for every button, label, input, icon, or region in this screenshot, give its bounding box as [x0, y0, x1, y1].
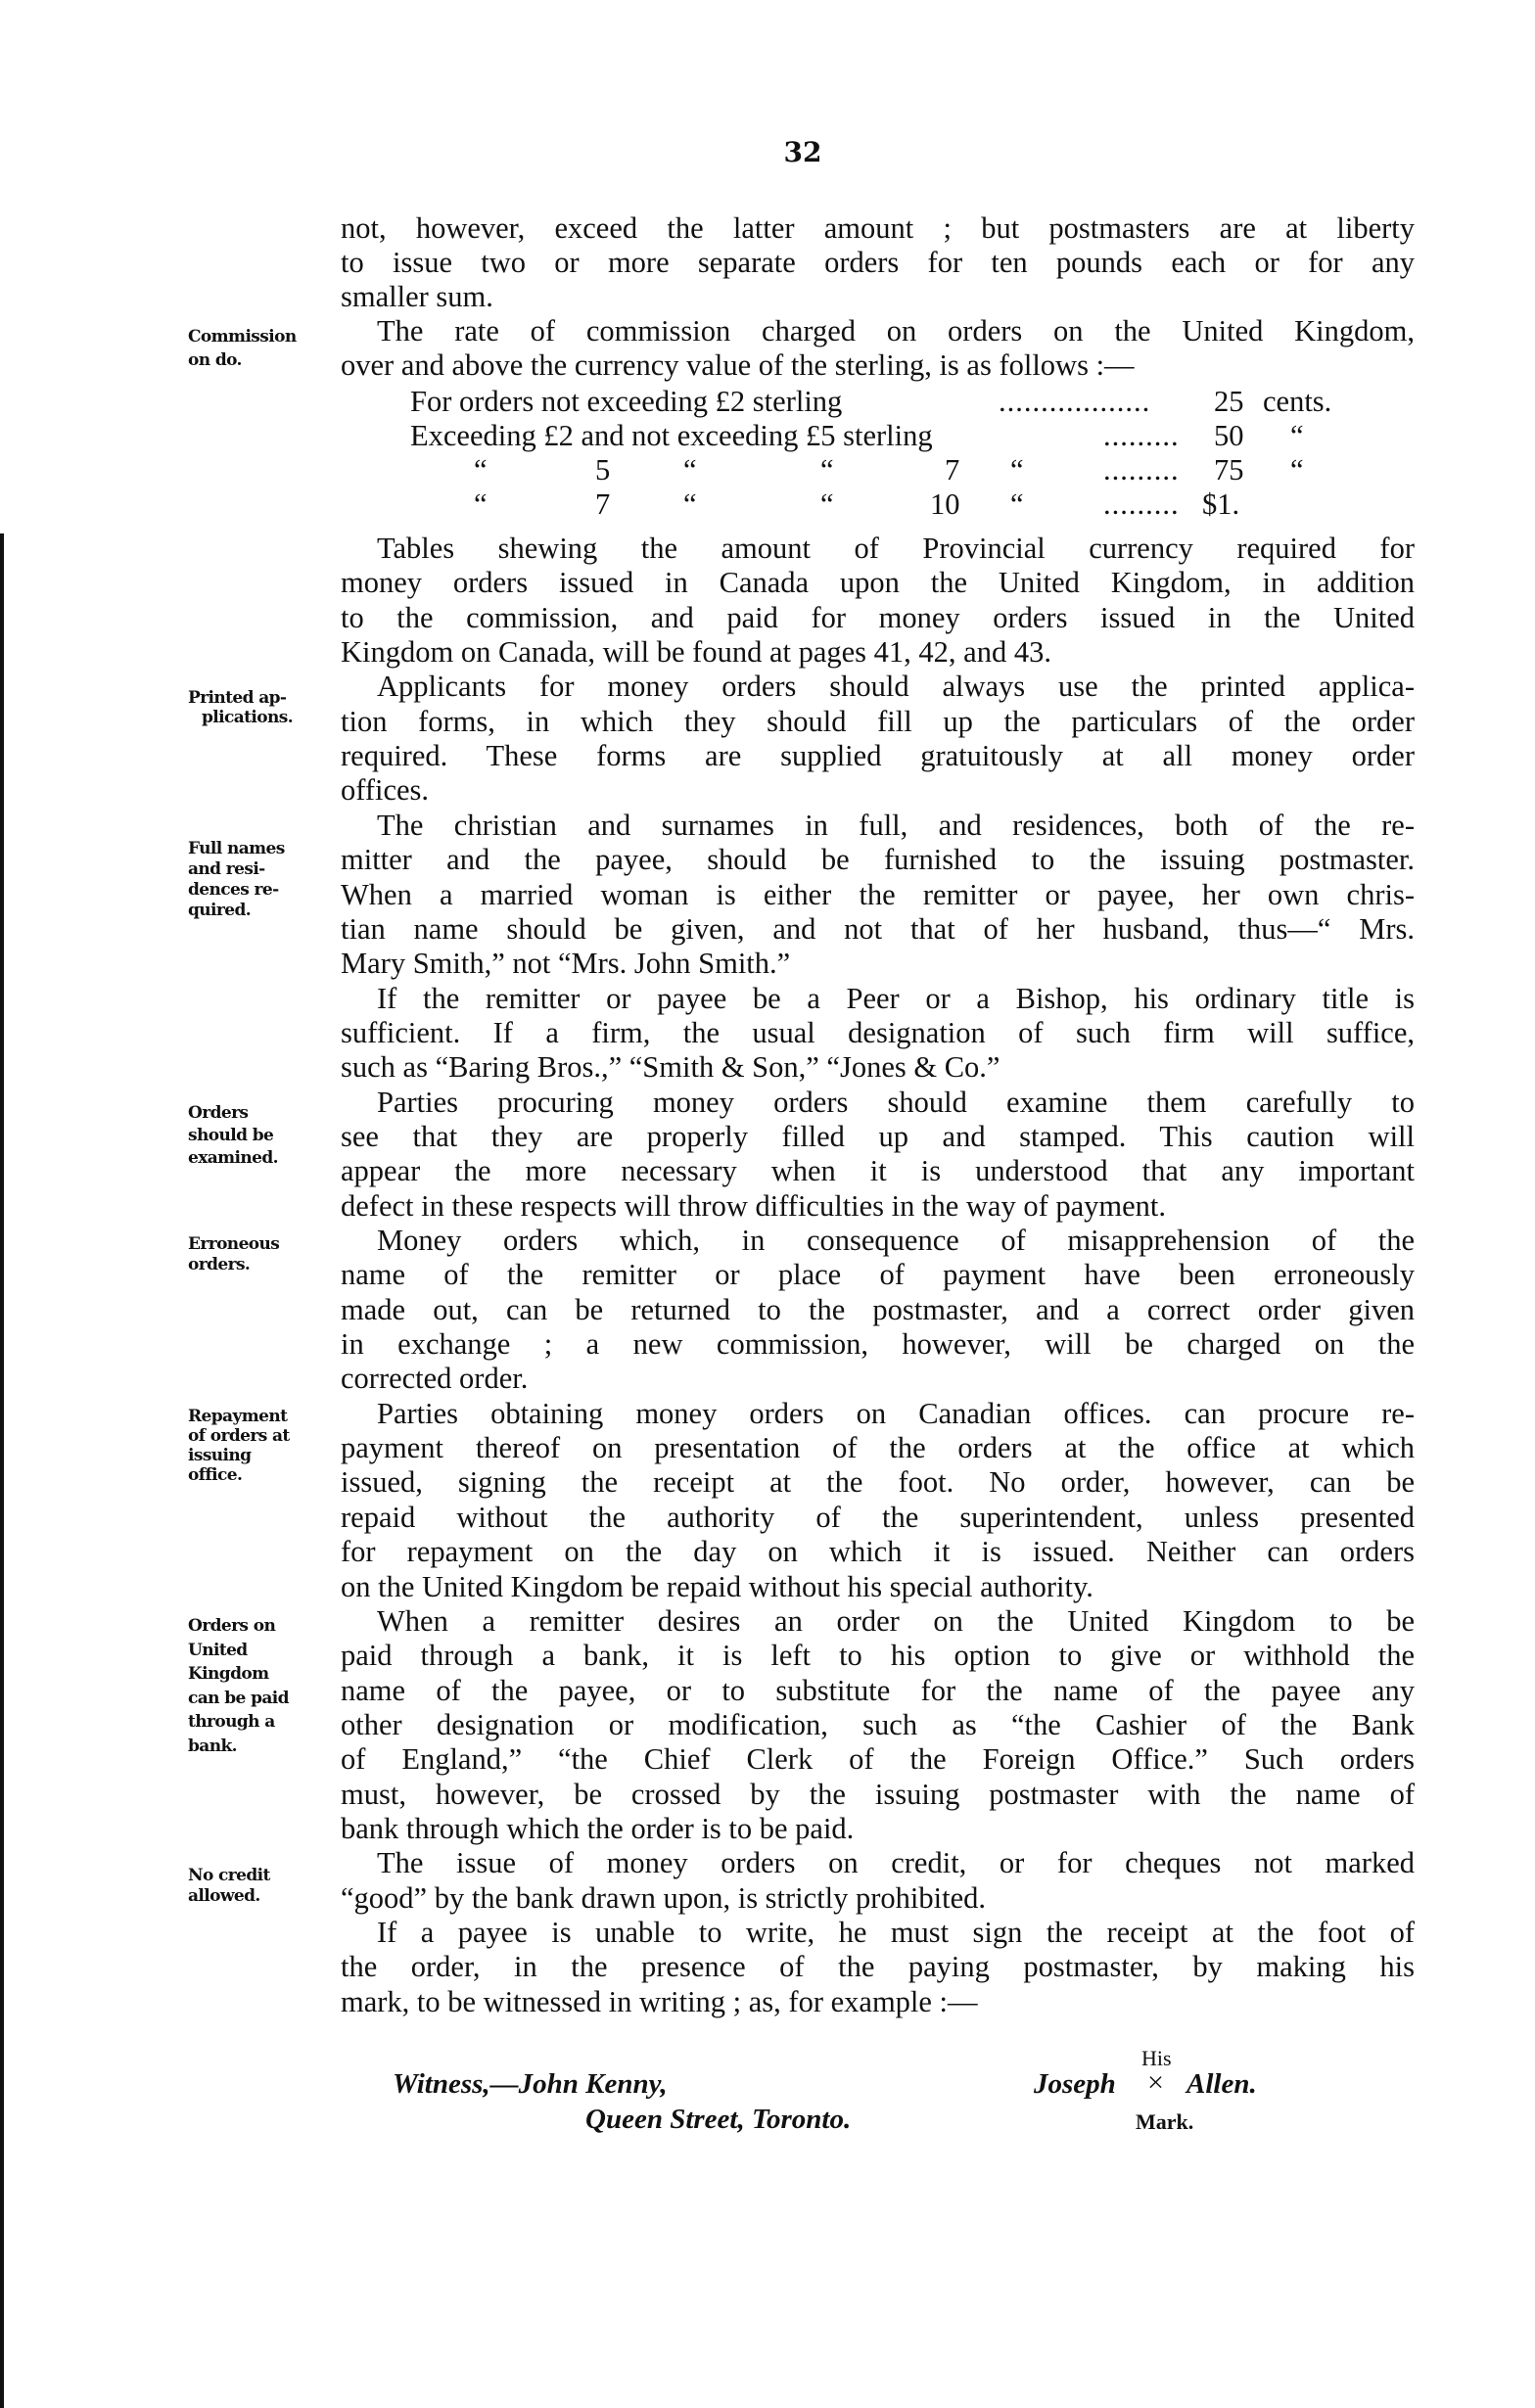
mark-label: Mark. [1136, 2109, 1194, 2134]
text-line: not, however, exceed the latter amount ; but postmasters are at liberty [341, 211, 1415, 245]
text-line: The christian and surnames in full, and residences, both of the re- [377, 808, 1415, 842]
text-line: see that they are properly filled up and stamped. This caution will [341, 1119, 1415, 1153]
ditto-mark: “ [820, 453, 834, 486]
text-line: When a remitter desires an order on the United Kingdom to be [377, 1603, 1415, 1638]
ditto-mark: “ [1010, 487, 1024, 521]
text-line: tian name should be given, and not that of her husband, thus—“ Mrs. [341, 911, 1415, 946]
margin-note-line: Printed ap- [188, 688, 287, 708]
text-line: The issue of money orders on credit, or for cheques not marked [377, 1846, 1415, 1880]
witness-line: Witness,—John Kenny, [393, 2068, 668, 2100]
margin-note-line: allowed. [188, 1886, 260, 1906]
text-line: payment thereof on presentation of the orders at the office at which [341, 1431, 1415, 1465]
margin-note-line: dences re- [188, 880, 279, 900]
text-line: When a married woman is either the remitter or payee, her own chris- [341, 877, 1415, 911]
text-line: made out, can be returned to the postmaster, and a correct order given [341, 1292, 1415, 1326]
page-edge-line [0, 533, 4, 2408]
margin-note-line: Kingdom [188, 1664, 269, 1684]
margin-note-line: Full names [188, 839, 285, 858]
mark-cross-icon: × [1147, 2066, 1164, 2099]
text-line: such as “Baring Bros.,” “Smith & Son,” “Jones & Co.” [341, 1050, 1000, 1085]
margin-note-line: can be paid [188, 1688, 289, 1708]
text-line: name of the remitter or place of payment have been erroneously [341, 1258, 1415, 1292]
signer-first-name: Joseph [1034, 2068, 1116, 2100]
margin-note-line: plications. [202, 708, 294, 727]
text-line: name of the payee, or to substitute for the name of the payee any [341, 1673, 1415, 1707]
margin-note-line: should be [188, 1126, 274, 1145]
table-row [410, 385, 842, 419]
row-unit: cents. [1263, 385, 1332, 418]
text-line: to issue two or more separate orders for ten pounds each or for any [341, 246, 1415, 279]
text-line: Parties procuring money orders should examine them carefully to [377, 1085, 1415, 1119]
text-line: repaid without the authority of the superintendent, unless presented [341, 1500, 1415, 1534]
row-from: 7 [595, 487, 611, 521]
row-amount: $1. [1202, 487, 1240, 521]
margin-note-line: Orders on [188, 1616, 276, 1636]
page-number: 32 [783, 136, 822, 168]
margin-note-line: examined. [188, 1148, 278, 1168]
row-leader: .................. [999, 385, 1151, 418]
text-line: required. These forms are supplied gratuitously at all money order [341, 739, 1415, 773]
row-amount: 25 [1214, 385, 1244, 418]
margin-note-line: Commission [188, 327, 297, 347]
text-line: defect in these respects will throw difficulties in the way of payment. [341, 1188, 1167, 1223]
margin-note-line: No credit [188, 1866, 270, 1885]
text-line: tion forms, in which they should fill up the particulars of the order [341, 704, 1415, 738]
ditto-mark: “ [474, 453, 488, 486]
text-line: corrected order. [341, 1362, 529, 1396]
row-from: 5 [595, 453, 611, 486]
text-line: on the United Kingdom be repaid without his special authority. [341, 1569, 1093, 1603]
text-line: Applicants for money orders should always use the printed applica- [377, 670, 1415, 704]
text-line: sufficient. If a firm, the usual designation of such firm will suffice, [341, 1015, 1415, 1049]
margin-note-line: on do. [188, 350, 242, 370]
margin-note-line: orders. [188, 1255, 251, 1274]
text-line: other designation or modification, such as “the Cashier of the Bank [341, 1707, 1415, 1741]
row-unit: “ [1290, 453, 1304, 486]
text-line: for repayment on the day on which it is issued. Neither can orders [341, 1535, 1415, 1569]
text-line: “good” by the bank drawn upon, is strictly prohibited. [341, 1880, 987, 1915]
text-line: Tables shewing the amount of Provincial currency required for [377, 532, 1415, 565]
text-line: Mary Smith,” not “Mrs. John Smith.” [341, 947, 791, 981]
text-line: money orders issued in Canada upon the United Kingdom, in addition [341, 566, 1415, 600]
margin-note-line: through a [188, 1712, 275, 1732]
text-line: to the commission, and paid for money orders issued in the United [341, 600, 1415, 634]
ditto-mark: “ [474, 487, 488, 521]
margin-note-line: quired. [188, 901, 252, 920]
ditto-mark: “ [1010, 453, 1024, 486]
text-line: the order, in the presence of the paying postmaster, by making his [341, 1950, 1415, 1984]
text-line: If the remitter or payee be a Peer or a Bishop, his ordinary title is [377, 981, 1415, 1015]
text-line: If a payee is unable to write, he must sign the receipt at the foot of [377, 1916, 1415, 1949]
text-line: Parties obtaining money orders on Canadian offices. can procure re- [377, 1396, 1415, 1430]
text-line: issued, signing the receipt at the foot. No order, however, can be [341, 1465, 1415, 1500]
margin-note-line: Erroneous [188, 1234, 280, 1254]
row-to: 7 [945, 453, 960, 486]
text-line: paid through a bank, it is left to his option to give or withhold the [341, 1639, 1415, 1673]
text-line: appear the more necessary when it is understood that any important [341, 1154, 1415, 1188]
text-line: of England,” “the Chief Clerk of the Foreign Office.” Such orders [341, 1742, 1415, 1777]
row-amount: 75 [1214, 453, 1244, 486]
row-description: Exceeding £2 and not exceeding £5 sterling [410, 419, 933, 452]
row-unit: “ [1290, 419, 1304, 452]
text-line: bank through which the order is to be paid. [341, 1811, 855, 1845]
text-line: over and above the currency value of the sterling, is as follows :— [341, 348, 1135, 382]
margin-note-line: bank. [188, 1736, 237, 1756]
ditto-mark: “ [683, 487, 697, 521]
margin-note-line: Repayment [188, 1407, 288, 1426]
text-line: offices. [341, 773, 430, 808]
his-label: His [1141, 2046, 1172, 2070]
margin-note-line: Orders [188, 1103, 249, 1123]
ditto-mark: “ [683, 453, 697, 486]
row-to: 10 [930, 487, 960, 521]
signer-last-name: Allen. [1186, 2068, 1257, 2100]
text-line: must, however, be crossed by the issuing postmaster with the name of [341, 1777, 1415, 1811]
text-line: The rate of commission charged on orders on the United Kingdom, [377, 314, 1415, 347]
margin-note-line: issuing [188, 1446, 252, 1465]
text-line: in exchange ; a new commission, however, will be charged on the [341, 1327, 1415, 1362]
table-row [410, 419, 933, 453]
row-leader: ......... [1103, 419, 1180, 452]
margin-note-line: office. [188, 1465, 243, 1485]
row-amount: 50 [1214, 419, 1244, 452]
margin-note-line: of orders at [188, 1426, 290, 1446]
text-line: smaller sum. [341, 280, 493, 313]
row-description: For orders not exceeding £2 sterling [410, 385, 843, 418]
text-line: mitter and the payee, should be furnished to the issuing postmaster. [341, 843, 1415, 877]
text-line: Kingdom on Canada, will be found at pages 41, 42, and 43. [341, 635, 1051, 670]
witness-address: Queen Street, Toronto. [585, 2104, 852, 2135]
margin-note-line: United [188, 1640, 248, 1660]
text-line: Money orders which, in consequence of misapprehension of the [377, 1224, 1415, 1257]
row-leader: ......... [1103, 487, 1180, 521]
margin-note-line: and resi- [188, 859, 265, 879]
ditto-mark: “ [820, 487, 834, 521]
text-line: mark, to be witnessed in writing ; as, for example :— [341, 1984, 978, 2018]
row-leader: ......... [1103, 453, 1180, 486]
